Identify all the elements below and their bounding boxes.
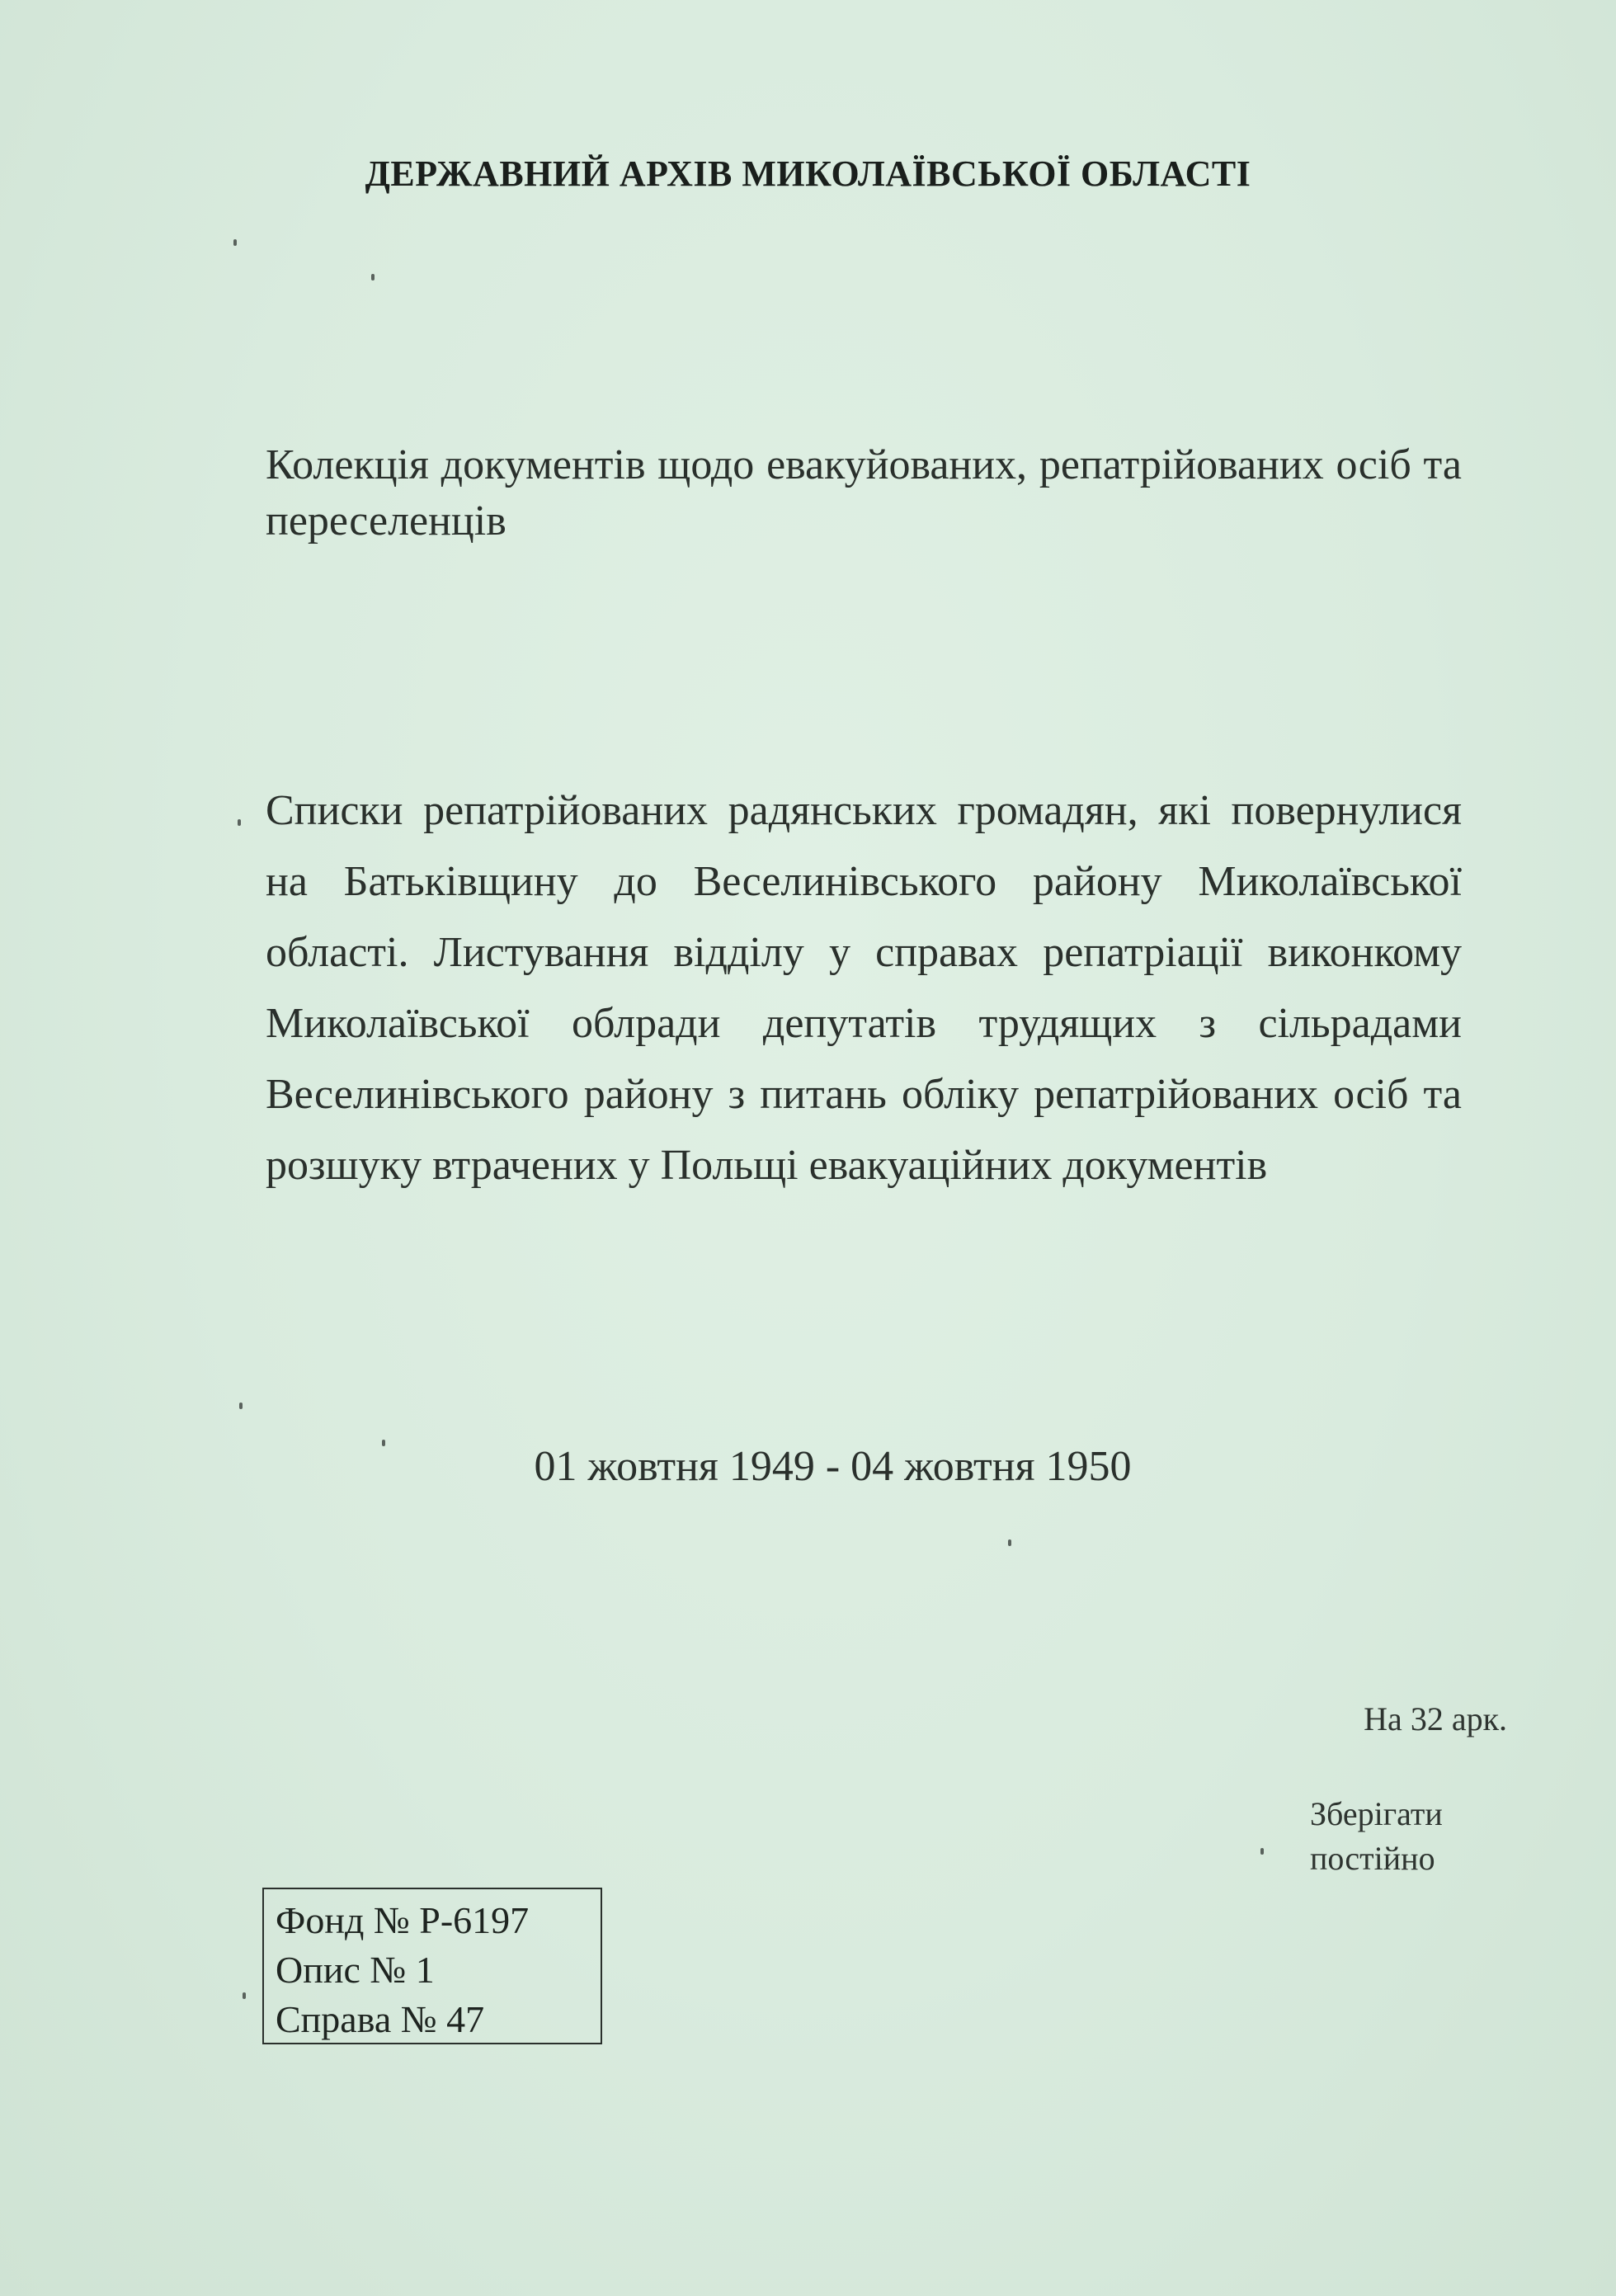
scan-speck [239, 1403, 243, 1409]
scan-speck [382, 1440, 385, 1446]
scan-speck [238, 819, 241, 826]
fond-number: Фонд № Р-6197 [276, 1899, 530, 1941]
scan-speck [1260, 1848, 1264, 1855]
date-range: 01 жовтня 1949 - 04 жовтня 1950 [534, 1443, 1132, 1490]
archive-name-heading: ДЕРЖАВНИЙ АРХІВ МИКОЛАЇВСЬКОЇ ОБЛАСТІ [365, 153, 1251, 194]
scan-speck [371, 274, 375, 281]
archive-reference-box [262, 1888, 602, 2044]
scan-speck [243, 1992, 246, 1999]
sheet-count: На 32 арк. [1364, 1700, 1507, 1737]
scan-speck [233, 239, 237, 246]
case-description: Списки репатрійованих радянських громадян, які повернулися на Батьківщину до Веселинівського району Миколаївської області. Листування відділу у справах репатріації виконкому Миколаївської облради депутатів трудящих з сільрадами Веселинівського району з питань обліку репатрійованих осіб та розшуку втрачених у Польщі евакуаційних документів [266, 787, 1462, 1189]
storage-term-line2: постійно [1310, 1840, 1435, 1877]
opys-number: Опис № 1 [276, 1949, 435, 1991]
sprava-number: Справа № 47 [276, 1998, 485, 2040]
collection-title: Колекція документів щодо евакуйованих, репатрійованих осіб та переселенців [266, 441, 1462, 545]
storage-term [1310, 1792, 1443, 1881]
scan-speck [1008, 1539, 1011, 1546]
storage-term-line1: Зберігати [1310, 1795, 1443, 1832]
